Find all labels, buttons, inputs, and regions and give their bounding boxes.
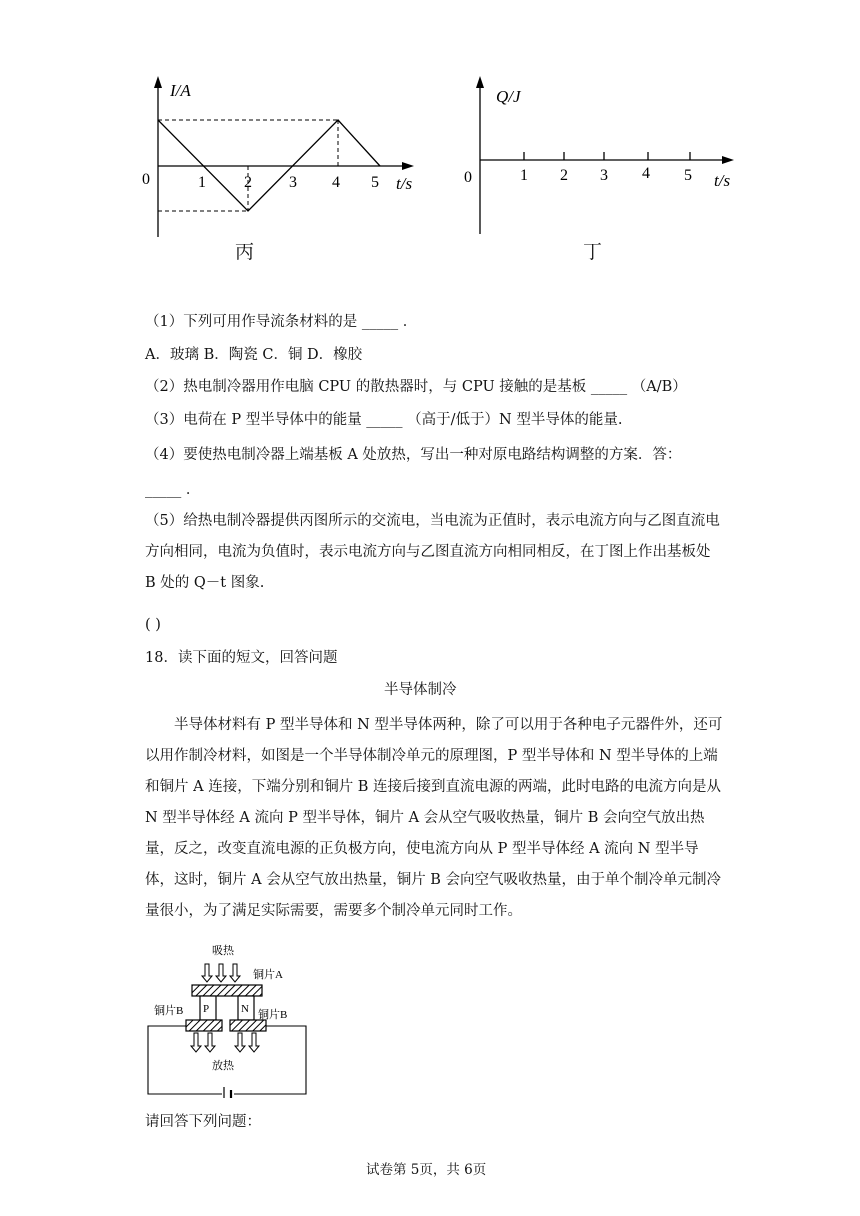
copper-b-right-label: 铜片B	[258, 1009, 288, 1021]
tick-label: 5	[371, 174, 379, 191]
question-5-blank: ( )	[145, 617, 161, 633]
graph-caption-ding: 丁	[583, 241, 603, 263]
y-axis-label: I/A	[170, 81, 191, 100]
tick-label: 3	[289, 174, 297, 191]
tick-label: 2	[244, 174, 252, 191]
prompt-text: 请回答下列问题：	[145, 1114, 261, 1130]
absorb-heat-label: 吸热	[212, 945, 234, 957]
n-label: N	[241, 1003, 249, 1015]
tick-label: 4	[332, 174, 340, 191]
question-18-heading: 18．读下面的短文，回答问题	[145, 650, 338, 666]
origin-label: 0	[464, 169, 472, 186]
heat-time-graph	[462, 72, 752, 262]
article-body: 半导体材料有 P 型半导体和 N 型半导体两种，除了可以用于各种电子元器件外，还可以用作制冷材料，如图是一个半导体制冷单元的原理图，P 型半导体和 N 型半导体的上端和铜片 A 连接，下端分别和铜片 B 连接后接到直流电源的两端，此时电路的电流方向是从 N 型半导体经 A 流向 P 型半导体，铜片 A 会从空气吸收热量，铜片 B 会向空气放出热量，反之，改变直流电源的正负极方向，使电流方向从 P 型半导体经 A 流向 N 型半导体，这时，铜片 A 会从空气放出热量，铜片 B 会向空气吸收热量，由于单个制冷单元制冷量很小，为了满足实际需要，需要多个制冷单元同时工作。	[145, 717, 723, 919]
page-footer: 试卷第 5页，共 6页	[366, 1162, 487, 1178]
y-axis-label: Q/J	[496, 87, 521, 106]
question-2: （2）热电制冷器用作电脑 CPU 的散热器时，与 CPU 接触的是基板 _____ （A/B）	[145, 379, 687, 395]
question-1: （1）下列可用作导流条材料的是 _____ ．	[145, 314, 418, 330]
tick-label: 3	[600, 167, 608, 184]
tick-label: 4	[642, 165, 650, 182]
article-title: 半导体制冷	[384, 682, 457, 698]
question-4-blank: _____ ．	[145, 482, 201, 498]
tick-label: 2	[560, 167, 568, 184]
x-axis-label: t/s	[714, 171, 731, 190]
copper-a-label: 铜片A	[253, 969, 283, 981]
question-1-options: A．玻璃 B．陶瓷 C．铜 D．橡胶	[145, 347, 363, 363]
question-3: （3）电荷在 P 型半导体中的能量 _____ （高于/低于）N 型半导体的能量.	[145, 412, 623, 428]
copper-b-left-label: 铜片B	[154, 1005, 184, 1017]
x-axis-label: t/s	[396, 174, 413, 193]
tick-label: 1	[520, 167, 528, 184]
question-4: （4）要使热电制冷器上端基板 A 处放热，写出一种对原电路结构调整的方案．答：	[145, 447, 682, 463]
graph-caption-bing: 丙	[235, 241, 255, 263]
semiconductor-cooling-diagram	[140, 938, 320, 1098]
tick-label: 1	[198, 174, 206, 191]
release-heat-label: 放热	[212, 1060, 234, 1072]
origin-label: 0	[142, 171, 150, 188]
current-time-graph	[140, 72, 430, 262]
tick-label: 5	[684, 167, 692, 184]
p-label: P	[203, 1003, 210, 1015]
question-5: （5）给热电制冷器提供丙图所示的交流电，当电流为正值时，表示电流方向与乙图直流电方向相同，电流为负值时，表示电流方向与乙图直流方向相同相反，在丁图上作出基板处 B 处的 Q－t 图象.	[145, 513, 720, 591]
